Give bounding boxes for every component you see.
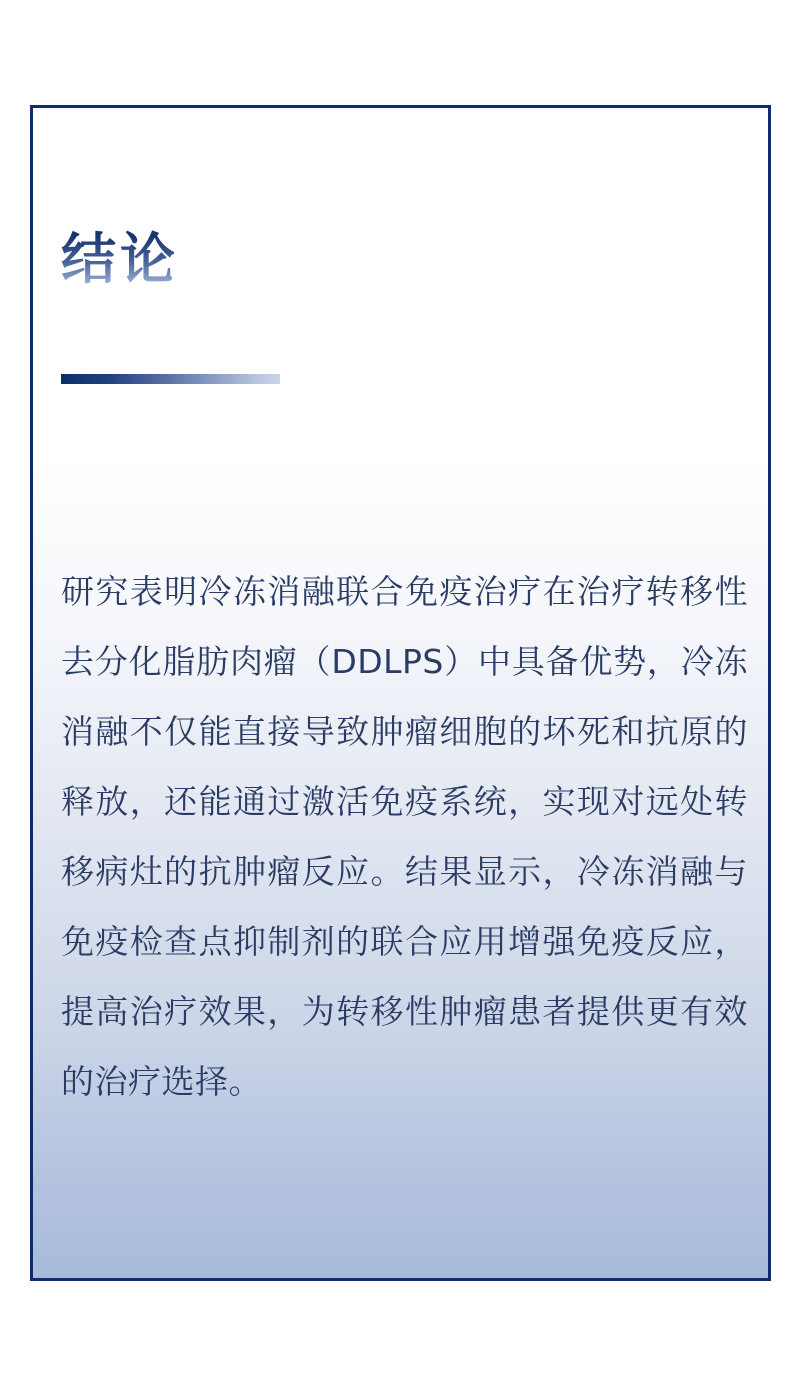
page-title: 结论 <box>61 227 180 291</box>
conclusion-card <box>30 105 771 1281</box>
title-divider <box>61 374 280 384</box>
conclusion-paragraph: 研究表明冷冻消融联合免疫治疗在治疗转移性去分化脂肪肉瘤（DDLPS）中具备优势，冷冻消融不仅能直接导致肿瘤细胞的坏死和抗原的释放，还能通过激活免疫系统，实现对远处转移病灶的抗肿瘤反应。结果显示，冷冻消融与免疫检查点抑制剂的联合应用增强免疫反应，提高治疗效果，为转移性肿瘤患者提供更有效的治疗选择。 <box>61 572 748 1101</box>
